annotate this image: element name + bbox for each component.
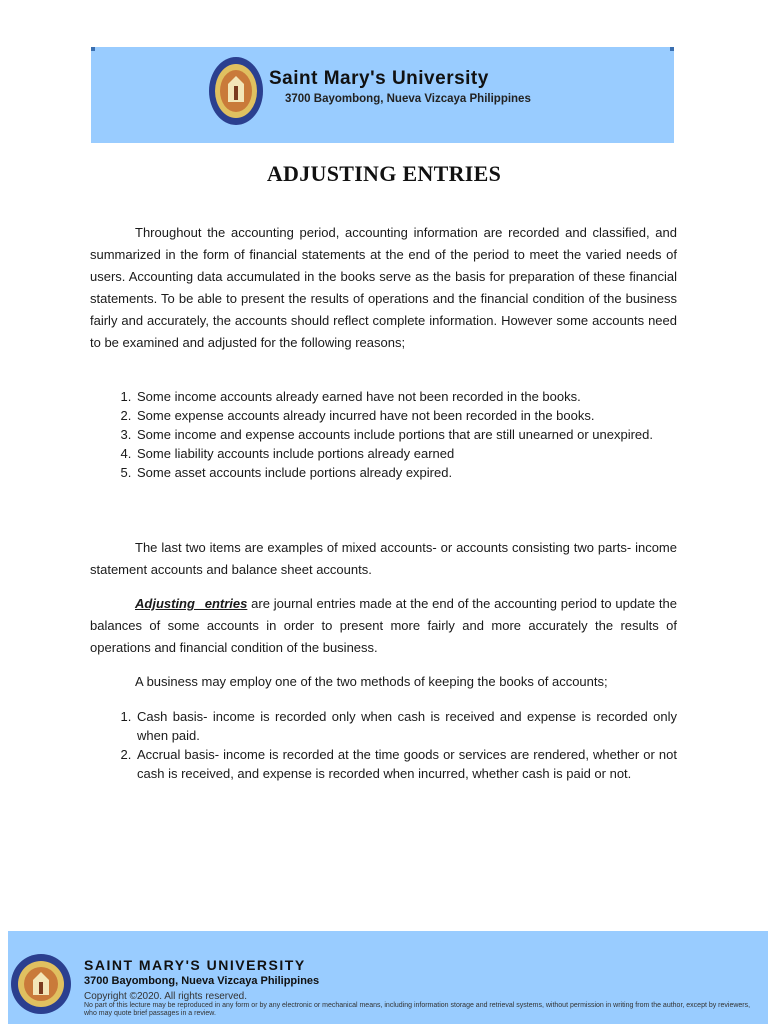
university-address: 3700 Bayombong, Nueva Vizcaya Philippines bbox=[285, 93, 531, 105]
list-item: 1. Some income accounts already earned have not been recorded in the books. bbox=[135, 387, 677, 406]
footer-legal-notice: No part of this lecture may be reproduced in any form or by any electronic or mechanical means, including information storage and retrieval systems, without permission in writing from the author, except by reviewers, who may quote brief passages in a review. bbox=[84, 1002, 751, 1017]
list-item: 2. Accrual basis- income is recorded at the time goods or services are rendered, whether or not cash is received, and expense is recorded when incurred, whether cash is paid or not. bbox=[135, 745, 677, 783]
reasons-list bbox=[90, 387, 677, 482]
definition-term: Adjusting entries bbox=[135, 596, 248, 611]
methods-intro-paragraph: A business may employ one of the two methods of keeping the books of accounts; bbox=[135, 674, 608, 689]
list-item: 4. Some liability accounts include portions already earned bbox=[135, 444, 677, 463]
page-title: ADJUSTING ENTRIES bbox=[266, 161, 502, 186]
footer-banner bbox=[8, 931, 768, 1024]
footer-copyright: Copyright ©2020. All rights reserved. bbox=[84, 991, 248, 1002]
list-item: 2. Some expense accounts already incurred have not been recorded in the books. bbox=[135, 406, 677, 425]
university-name: Saint Mary's University bbox=[269, 68, 489, 89]
university-seal-icon bbox=[208, 56, 264, 126]
university-seal-icon bbox=[10, 953, 72, 1015]
methods-list bbox=[90, 707, 677, 783]
banner-corner-marker bbox=[670, 47, 674, 51]
list-item: 5. Some asset accounts include portions already expired. bbox=[135, 463, 677, 482]
definition-paragraph bbox=[90, 593, 677, 659]
header-banner bbox=[91, 47, 674, 143]
definition-text: are journal entries made at the end of the accounting period to update the balances of some accounts in order to present more fairly and more accurately the results of operations and financial condition of the business. bbox=[90, 596, 677, 655]
footer-university-name: SAINT MARY'S UNIVERSITY bbox=[84, 957, 306, 973]
banner-corner-marker bbox=[91, 47, 95, 51]
footer-address: 3700 Bayombong, Nueva Vizcaya Philippines bbox=[84, 975, 320, 987]
intro-paragraph: Throughout the accounting period, accounting information are recorded and classified, and summarized in the form of financial statements at the end of the period to meet the varied needs of users. Accounting data accumulated in the books serve as the basis for preparation of these financial statements. To be able to present the results of operations and the financial condition of the business fairly and accurately, the accounts should reflect complete information. However some accounts need to be examined and adjusted for the following reasons; bbox=[90, 225, 677, 350]
list-item: 3. Some income and expense accounts include portions that are still unearned or unexpired. bbox=[135, 425, 677, 444]
mixed-accounts-paragraph: The last two items are examples of mixed accounts- or accounts consisting two parts- income statement accounts and balance sheet accounts. bbox=[90, 540, 677, 577]
list-item: 1. Cash basis- income is recorded only when cash is received and expense is recorded only when paid. bbox=[135, 707, 677, 745]
